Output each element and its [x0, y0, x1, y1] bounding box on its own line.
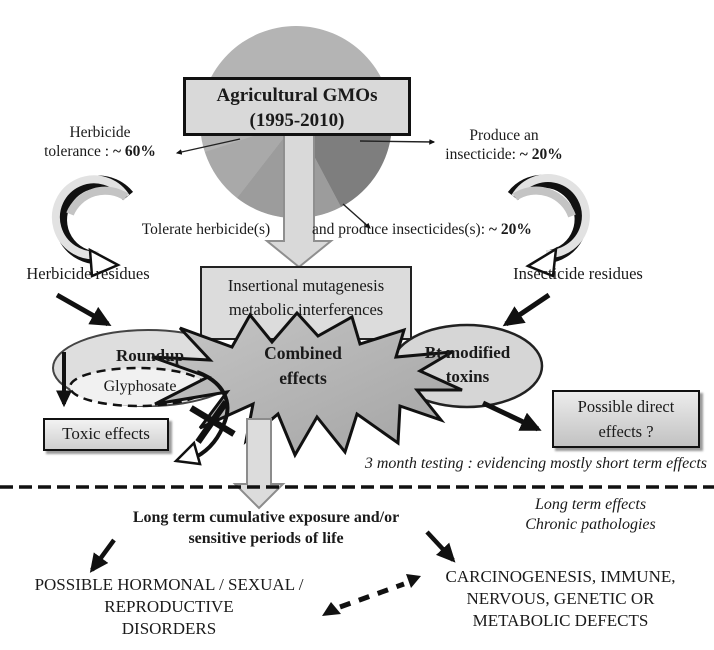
carcino-line3: METABOLIC DEFECTS: [472, 611, 649, 630]
insecticide-residues-text: Insecticide residues: [513, 264, 643, 283]
three-month-note: [295, 454, 707, 474]
tolerate-herbicide-text: Tolerate herbicide(s): [141, 221, 271, 238]
possible-line2: effects ?: [598, 422, 654, 441]
bt-line1: Bt modified: [424, 343, 511, 362]
herbicide-tolerance-line2: [15, 142, 185, 161]
produce-insecticide-line2: [420, 145, 588, 164]
produce-insecticide-label: [420, 126, 588, 165]
dashed-double-arrow: [322, 574, 421, 616]
lower-down-block-arrow: [235, 419, 283, 508]
hormonal-line1: POSSIBLE HORMONAL / SEXUAL /: [34, 575, 304, 594]
produce-insecticide-pre: insecticide:: [445, 146, 520, 164]
hormonal-line2: REPRODUCTIVE: [104, 597, 234, 616]
carcino-line2: NERVOUS, GENETIC OR: [466, 589, 655, 608]
insecticide-residues-label: [482, 264, 674, 285]
herbicide-tolerance-pre: tolerance :: [44, 143, 113, 161]
glyphosate-text: Glyphosate: [103, 378, 177, 395]
herbicide-tolerance-line1: Herbicide: [69, 124, 131, 141]
carcinogenesis-label: [418, 566, 703, 632]
cumulative-exposure-label: [110, 507, 422, 549]
produce-insecticide-pct: ~ 20%: [519, 146, 563, 164]
and-produce-text: and produce insecticides(s):: [312, 221, 489, 238]
arrow-insecticide-residues-to-bt: [506, 295, 549, 324]
bt-toxins-label: [400, 341, 535, 389]
and-produce-pct: ~ 20%: [488, 221, 532, 238]
herbicide-tolerance-pct: ~ 60%: [112, 143, 156, 161]
long-term-line2: Chronic pathologies: [525, 516, 656, 533]
long-term-line1: Long term effects: [534, 496, 647, 513]
curved-arrow-left: [56, 179, 128, 276]
title-line2: (1995-2010): [249, 110, 345, 131]
combined-line2: effects: [279, 368, 327, 388]
cumulative-line1: Long term cumulative exposure and/or: [132, 509, 400, 526]
carcino-line1: CARCINOGENESIS, IMMUNE,: [445, 567, 676, 586]
herbicide-residues-text: Herbicide residues: [26, 264, 150, 283]
bt-line2: toxins: [445, 367, 490, 386]
combined-effects-label: [233, 341, 373, 391]
and-produce-label: [312, 220, 562, 239]
roundup-text: Roundup: [115, 346, 185, 365]
tolerate-herbicide-label: [131, 220, 281, 239]
arrow-to-herbicide-tolerance: [177, 139, 240, 153]
long-term-note: [488, 495, 693, 535]
hormonal-line3: DISORDERS: [121, 619, 217, 638]
herbicide-residues-label: [0, 264, 176, 285]
arrow-bt-to-possible: [483, 403, 538, 429]
roundup-label: [80, 345, 220, 366]
x-mark-stroke2: [198, 402, 226, 442]
combined-line1: Combined: [264, 343, 342, 363]
cumulative-line2: sensitive periods of life: [188, 530, 344, 547]
insertional-line1: Insertional mutagenesis: [227, 276, 385, 295]
herbicide-tolerance-label: [15, 123, 185, 162]
glyphosate-label: [75, 377, 205, 397]
hormonal-disorders-label: [8, 574, 330, 640]
toxic-effects-label: Toxic effects: [62, 424, 150, 443]
title-line1: Agricultural GMOs: [216, 85, 378, 106]
possible-line1: Possible direct: [577, 397, 675, 416]
insertional-line2: metabolic interferences: [228, 300, 384, 319]
three-month-text: 3 month testing : evidencing mostly short term effects: [364, 455, 707, 472]
produce-insecticide-line1: Produce an: [469, 127, 539, 144]
arrow-herbicide-residues-to-roundup: [57, 295, 108, 324]
arrow-to-carcinogenesis: [427, 532, 453, 560]
